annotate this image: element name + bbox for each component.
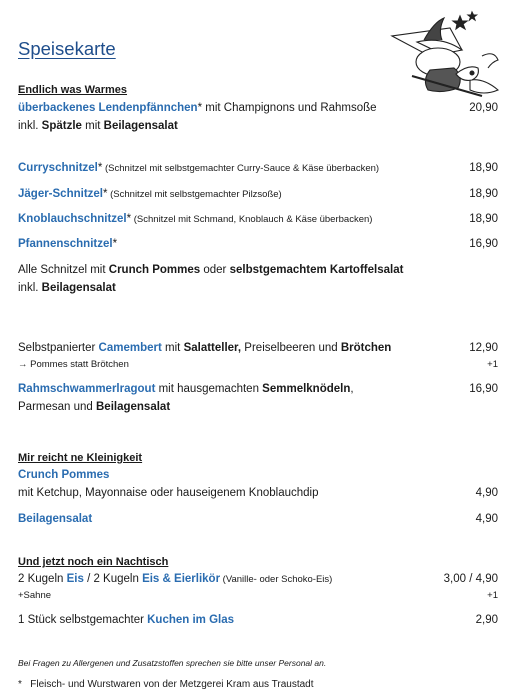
item-description: mit Champignons und Rahmsoße xyxy=(202,102,377,114)
item-name: Eis xyxy=(66,573,84,585)
item-camembert-option: → Pommes statt Brötchen xyxy=(18,359,129,370)
item-crunch-pommes: Crunch Pommes xyxy=(18,469,110,481)
price: 2,90 xyxy=(475,614,498,626)
item-name: Jäger-Schnitzel xyxy=(18,188,103,200)
text-bold: Salatteller, xyxy=(183,342,242,354)
item-description: (Vanille- oder Schoko-Eis) xyxy=(220,574,333,585)
item-curryschnitzel xyxy=(18,162,379,174)
item-beilagensalat: Beilagensalat xyxy=(18,513,93,525)
item-eis-option: +Sahne xyxy=(18,590,52,601)
item-description: (Schnitzel mit Schmand, Knoblauch & Käse überbacken) xyxy=(131,214,373,225)
item-camembert xyxy=(18,342,391,354)
price-extra: +1 xyxy=(487,590,498,601)
item-lendenpfaennchen-line2 xyxy=(18,120,178,132)
star-mark: * xyxy=(103,188,108,200)
item-description: (Schnitzel mit selbstgemachter Curry-Sauce & Käse überbacken) xyxy=(102,163,380,174)
text-bold: Crunch Pommes xyxy=(108,264,201,276)
price: 16,90 xyxy=(469,383,498,395)
item-pfannenschnitzel xyxy=(18,238,117,250)
text: Fleisch- und Wurstwaren von der Metzgerei Kram aus Traustadt xyxy=(30,679,314,690)
text-bold: Spätzle xyxy=(41,120,82,132)
item-description: (Schnitzel mit selbstgemachter Pilzsoße) xyxy=(107,189,282,200)
item-name: Pfannenschnitzel xyxy=(18,238,113,250)
price-extra: +1 xyxy=(487,359,498,370)
price: 18,90 xyxy=(469,213,498,225)
item-kuchen xyxy=(18,614,234,626)
item-name: Camembert xyxy=(98,342,162,354)
text: / 2 Kugeln xyxy=(83,573,143,585)
item-jaegerschnitzel xyxy=(18,188,282,200)
text: inkl. xyxy=(18,282,42,294)
text-bold: Beilagensalat xyxy=(41,282,116,294)
schnitzel-note xyxy=(18,264,403,276)
price: 3,00 / 4,90 xyxy=(443,573,498,585)
text: Preiselbeeren und xyxy=(241,342,341,354)
star-mark: * xyxy=(126,213,132,225)
price: 18,90 xyxy=(469,162,498,174)
item-name: Eis & Eierlikör xyxy=(142,573,221,585)
item-name: Rahmschwammerlragout xyxy=(18,383,156,395)
item-name: überbackenes Lendenpfännchen xyxy=(18,102,198,114)
item-description: mit Ketchup, Mayonnaise oder hauseigenem Knoblauchdip xyxy=(18,487,319,499)
star-mark: * xyxy=(97,162,103,174)
text: Parmesan und xyxy=(18,401,96,413)
text: 2 Kugeln xyxy=(18,573,67,585)
text: Selbstpanierter xyxy=(18,342,99,354)
text-bold: Beilagensalat xyxy=(96,401,171,413)
schnitzel-note-line2 xyxy=(18,282,116,294)
star-mark: * xyxy=(197,102,203,114)
allergy-note: Bei Fragen zu Allergenen und Zusatzstoffen sprechen sie bitte unser Personal an. xyxy=(18,658,327,668)
star-mark: * xyxy=(112,238,118,250)
section-heading-warm: Endlich was Warmes xyxy=(18,84,128,96)
section-heading-snack: Mir reicht ne Kleinigkeit xyxy=(18,452,143,464)
price: 16,90 xyxy=(469,238,498,250)
text: , xyxy=(350,383,354,395)
price: 4,90 xyxy=(475,513,498,525)
price: 4,90 xyxy=(475,487,498,499)
text-bold: Beilagensalat xyxy=(103,120,178,132)
meat-supplier-note xyxy=(18,679,314,690)
item-name: Curryschnitzel xyxy=(18,162,98,174)
item-knoblauchschnitzel xyxy=(18,213,372,225)
item-lendenpfaennchen xyxy=(18,102,377,114)
item-eis xyxy=(18,573,332,585)
witch-on-broom-icon xyxy=(372,10,504,102)
text-bold: Brötchen xyxy=(340,342,392,354)
text-bold: selbstgemachtem Kartoffelsalat xyxy=(229,264,404,276)
text: inkl. xyxy=(18,120,42,132)
price: 18,90 xyxy=(469,188,498,200)
item-name: Knoblauchschnitzel xyxy=(18,213,127,225)
item-rahmschwammerlragout xyxy=(18,383,354,395)
text: mit hausgemachten xyxy=(155,383,263,395)
price: 12,90 xyxy=(469,342,498,354)
text-bold: Semmelknödeln xyxy=(262,383,351,395)
text: oder xyxy=(200,264,230,276)
page-title: Speisekarte xyxy=(18,38,116,59)
text: mit xyxy=(161,342,184,354)
item-rahmschwammerlragout-line2 xyxy=(18,401,170,413)
text: 1 Stück selbstgemachter xyxy=(18,614,148,626)
text: mit xyxy=(81,120,104,132)
item-name: Kuchen im Glas xyxy=(147,614,235,626)
section-heading-dessert: Und jetzt noch ein Nachtisch xyxy=(18,556,169,568)
text: Alle Schnitzel mit xyxy=(18,264,109,276)
star-mark: * xyxy=(18,679,22,690)
price: 20,90 xyxy=(469,102,498,114)
